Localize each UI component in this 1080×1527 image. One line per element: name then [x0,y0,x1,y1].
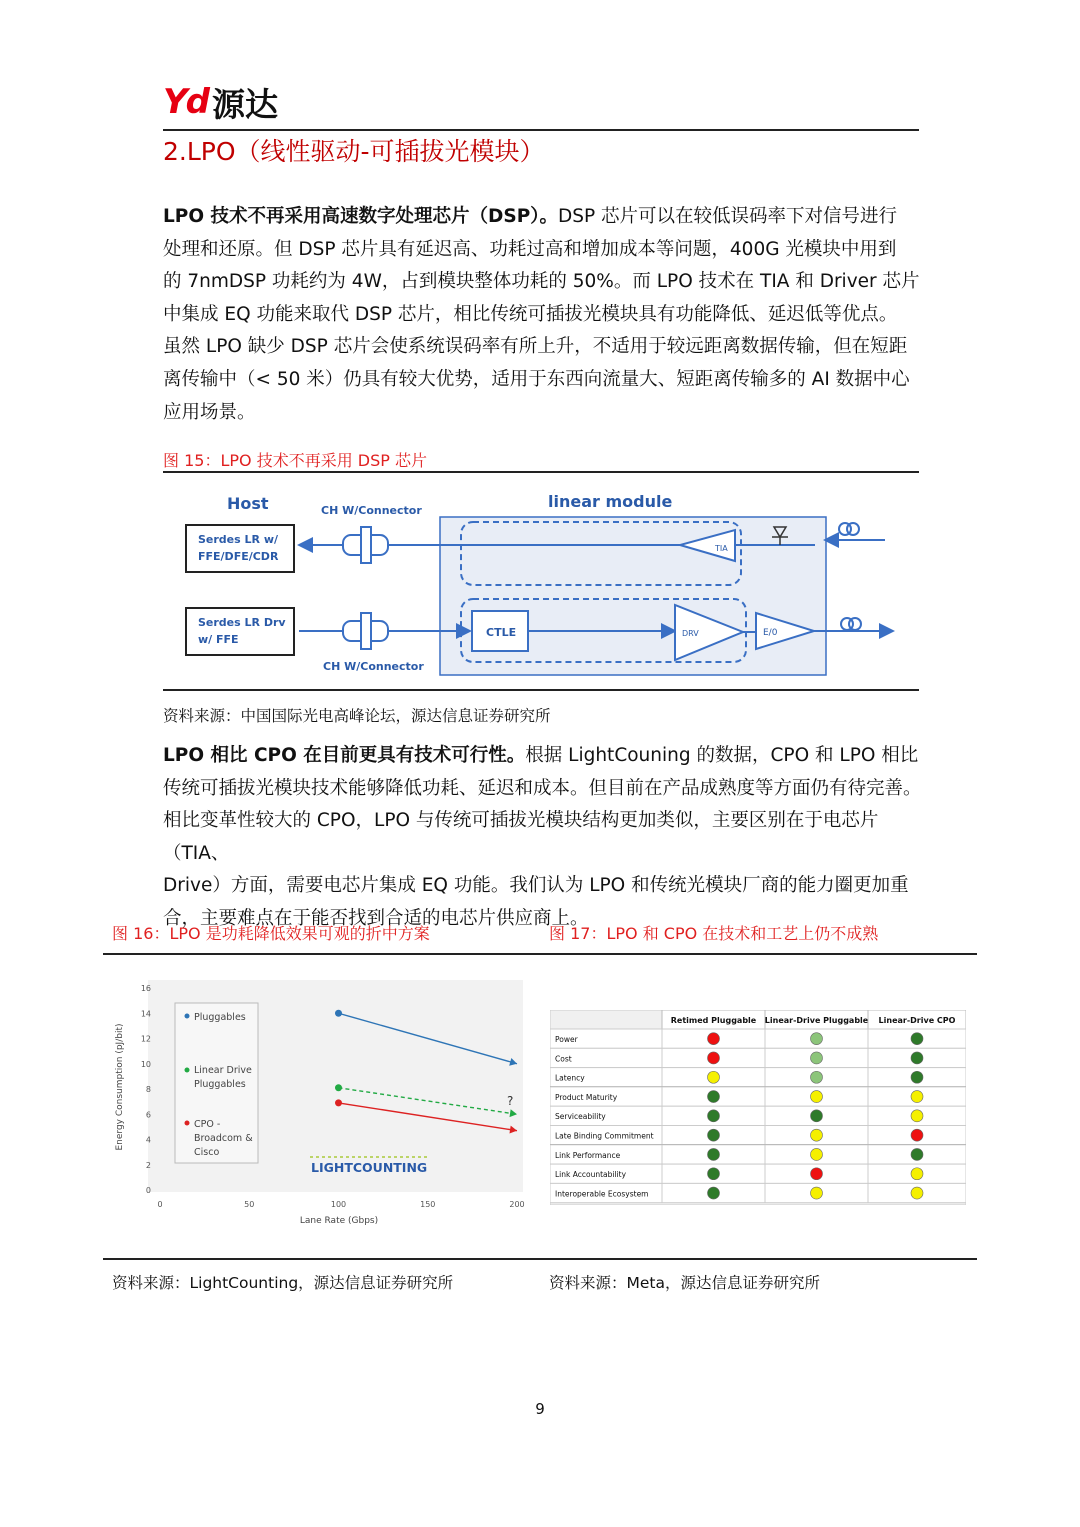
y-tick-label: 2 [145,1160,151,1170]
table-row [550,1106,966,1125]
column-header: Linear-Drive Pluggable [764,1016,869,1025]
status-dot [708,1033,720,1045]
section-title: 2.LPO（线性驱动-可插拔光模块） [163,137,545,166]
serdes-rx-line1: Serdes LR w/ [198,533,279,546]
fiber-rx-icon-2 [847,523,859,535]
status-dot [811,1129,823,1141]
fig17-table [550,1010,966,1205]
serdes-rx-line2: FFE/DFE/CDR [198,550,279,563]
x-axis-label: Lane Rate (Gbps) [299,1216,379,1226]
para1-line: 虽然 LPO 缺少 DSP 芯片会使系统误码率有所上升，不适用于较远距离数据传输，但在短距 [163,336,908,358]
y-tick-label: 12 [140,1034,151,1044]
y-tick-label: 4 [145,1135,151,1145]
status-dot [911,1052,923,1064]
row-label: Power [555,1035,578,1044]
status-dot [811,1148,823,1160]
para2-line: 传统可插拔光模块技术能够降低功耗、延迟和成本。但目前在产品成熟度等方面仍有待完善。 [163,777,922,799]
fig16-source: 资料来源：LightCounting，源达信息证券研究所 [112,1274,454,1292]
question-mark: ? [507,1094,514,1108]
legend-marker-pluggables [185,1014,190,1019]
para2-line: Drive）方面，需要电芯片集成 EQ 功能。我们认为 LPO 和传统光模块厂商的能力圈更加重 [163,875,909,897]
legend-linear-line1: Linear Drive [194,1065,252,1076]
status-dot [911,1033,923,1045]
module-title: linear module [548,492,673,511]
data-point [335,1010,342,1017]
host-label: Host [227,494,269,513]
connector-bottom-label: CH W/Connector [323,660,424,673]
x-tick-label: 0 [157,1200,163,1209]
fig15-diagram [175,485,895,680]
fig15-top-rule [163,471,919,473]
para2-line: 根据 LightCouning 的数据，CPO 和 LPO 相比 [525,745,919,766]
column-header: Linear-Drive CPO [878,1016,956,1025]
legend-cpo-line1: CPO - [194,1119,221,1130]
status-dot [811,1033,823,1045]
para1-bold: LPO 技术不再采用高速数字处理芯片（DSP）。 [163,206,559,227]
drv-label: DRV [682,629,699,638]
row-label: Latency [555,1073,585,1083]
para1-line: 的 7nmDSP 功耗约为 4W，占到模块整体功耗的 50%。而 LPO 技术在 TIA 和 Driver 芯片 [163,271,920,293]
status-dot [811,1052,823,1064]
row-label: Late Binding Commitment [555,1131,654,1141]
y-tick-label: 6 [145,1110,151,1120]
status-dot [911,1168,923,1180]
status-dot [708,1129,720,1141]
status-dot [708,1091,720,1103]
fig15-bottom-rule [163,689,919,691]
paragraph-1 [163,201,923,429]
legend-marker-cpo [185,1121,190,1126]
row-label: Link Performance [555,1150,621,1160]
connector-top-label: CH W/Connector [321,504,422,517]
paragraph-2 [163,740,923,936]
fig17-caption: 图 17：LPO 和 CPO 在技术和工艺上仍不成熟 [549,924,879,943]
status-dot [708,1052,720,1064]
tia-label: TIA [715,544,728,553]
status-dot [811,1168,823,1180]
status-dot [708,1187,720,1199]
y-tick-label: 0 [145,1186,151,1195]
y-tick-label: 8 [145,1085,151,1094]
table-row [550,1029,966,1048]
status-dot [911,1148,923,1160]
eo-label: E/0 [763,628,778,638]
fig16-17-top-rule [103,953,977,955]
data-point [335,1099,342,1106]
row-label: Product Maturity [555,1092,618,1102]
logo-latin: Yd [163,82,208,122]
legend-pluggables: Pluggables [194,1012,246,1023]
fig15-caption: 图 15：LPO 技术不再采用 DSP 芯片 [163,451,427,470]
header-rule [163,129,919,131]
status-dot [811,1071,823,1083]
table-row [550,1068,966,1087]
row-label: Interoperable Ecosystem [555,1189,649,1199]
y-axis-label: Energy Consumption (pJ/bit) [115,1023,125,1151]
logo-cn: 源达 [211,84,278,124]
para2-line: 合，主要难点在于能否找到合适的电芯片供应商上。 [163,907,589,929]
status-dot [708,1148,720,1160]
row-label: Serviceability [555,1112,606,1122]
status-dot [811,1187,823,1199]
para1-line: 应用场景。 [163,401,256,423]
serdes-tx-line1: Serdes LR Drv [198,616,286,629]
row-label: Link Accountability [555,1170,627,1180]
company-logo [163,82,278,124]
para1-line: 中集成 EQ 功能来取代 DSP 芯片，相比传统可插拔光模块具有功能降低、延迟低等优点。 [163,303,898,325]
para1-line: DSP 芯片可以在较低误码率下对信号进行 [558,206,898,227]
fig16-17-bottom-rule [103,1258,977,1260]
data-point [335,1084,342,1091]
status-dot [708,1071,720,1083]
column-header: Retimed Pluggable [670,1016,757,1025]
para1-line: 处理和还原。但 DSP 芯片具有延迟高、功耗过高和增加成本等问题，400G 光模块中用到 [163,238,897,260]
status-dot [911,1129,923,1141]
legend-linear-line2: Pluggables [194,1079,246,1090]
para1-line: 离传输中（< 50 米）仍具有较大优势，适用于东西向流量大、短距离传输多的 AI 数据中心 [163,368,910,390]
status-dot [708,1110,720,1122]
y-tick-label: 10 [140,1059,151,1069]
fig17-source: 资料来源：Meta，源达信息证券研究所 [549,1274,820,1292]
x-tick-label: 200 [509,1200,525,1209]
status-dot [911,1187,923,1199]
legend-cpo-line2: Broadcom & [194,1133,253,1144]
legend-cpo-line3: Cisco [194,1147,220,1158]
x-tick-label: 100 [330,1200,347,1209]
status-dot [811,1091,823,1103]
fig16-chart [110,975,535,1235]
fig16-caption: 图 16：LPO 是功耗降低效果可观的折中方案 [112,924,430,943]
ctle-label: CTLE [486,626,517,639]
lightcounting-logo [310,1157,428,1175]
page-number: 9 [535,1400,545,1418]
connector-top-flange [361,527,371,563]
table-row [550,1048,966,1067]
legend-marker-linear [185,1068,190,1073]
status-dot [708,1168,720,1180]
status-dot [911,1071,923,1083]
x-tick-label: 150 [420,1200,436,1209]
lightcounting-wordmark: LIGHTCOUNTING [311,1160,428,1175]
x-tick-label: 50 [244,1200,255,1209]
row-label: Cost [555,1054,572,1064]
fig15-source: 资料来源：中国国际光电高峰论坛，源达信息证券研究所 [163,707,551,725]
status-dot [811,1110,823,1122]
serdes-tx-line2: w/ FFE [198,633,239,646]
status-dot [911,1110,923,1122]
connector-bottom-flange [361,613,371,649]
status-dot [911,1091,923,1103]
para2-line: 相比变革性较大的 CPO，LPO 与传统可插拔光模块结构更加类似，主要区别在于电芯片（TIA、 [163,810,879,864]
para2-bold: LPO 相比 CPO 在目前更具有技术可行性。 [163,745,526,766]
y-tick-label: 16 [140,984,151,993]
y-tick-label: 14 [140,1009,151,1019]
